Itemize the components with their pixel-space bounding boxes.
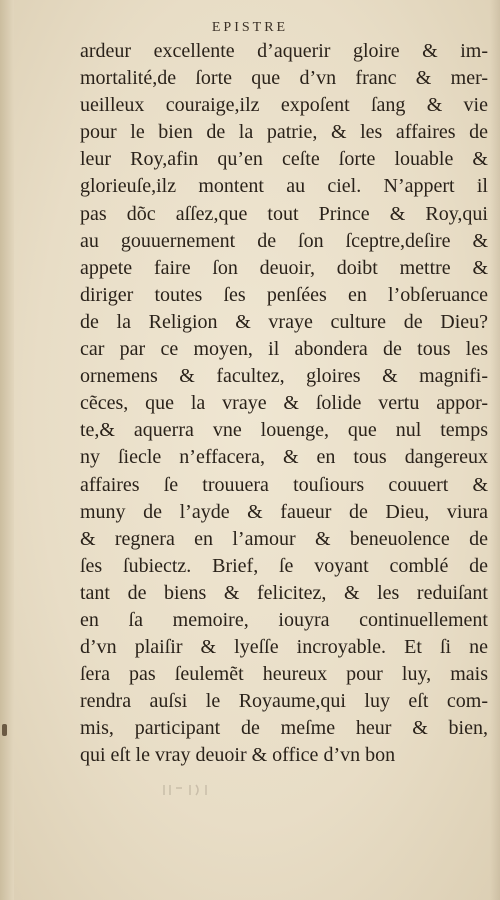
text-line: en ſa memoire, iouyra continuellement (80, 608, 488, 631)
text-line: d’vn plaiſir & lyeſſe incroyable. Et ſi ne (80, 636, 488, 659)
text-line: tant de biens & felicitez, & les reduiſant (80, 581, 488, 604)
page-edge (490, 0, 500, 900)
text-line: diriger toutes ſes penſées en l’obſeruance (80, 283, 488, 306)
margin-ink-mark (2, 724, 7, 736)
text-line: pour le bien de la patrie, & les affaires de (80, 121, 488, 144)
text-line: ardeur excellente d’aquerir gloire & im- (80, 40, 488, 62)
text-line: car par ce moyen, il abondera de tous les (80, 338, 488, 361)
bleed-through-glyphs (160, 782, 220, 798)
text-line: mis, participant de meſme heur & bien, (80, 717, 488, 740)
text-line: & regnera en l’amour & beneuolence de (80, 527, 488, 550)
text-line: ueilleux couraige,ilz expoſent ſang & vie (80, 94, 488, 117)
body-text (80, 38, 488, 770)
text-line: de la Religion & vraye culture de Dieu? (80, 310, 488, 333)
text-line: au gouuernement de ſon ſceptre,deſire & (80, 229, 488, 252)
text-line: ſera pas ſeulemẽt heureux pour luy, mais (80, 663, 488, 686)
text-line: pas dõc aſſez,que tout Prince & Roy,qui (80, 202, 488, 225)
text-line: affaires ſe trouuera touſiours couuert & (80, 473, 488, 496)
text-line: rendra auſsi le Royaume,qui luy eſt com- (80, 690, 488, 713)
text-line: glorieuſe,ilz montent au ciel. N’appert il (80, 175, 488, 198)
text-line: leur Roy,afin qu’en ceſte ſorte louable & (80, 148, 488, 171)
text-line: ny ſiecle n’effacera, & en tous dangereux (80, 446, 488, 469)
text-line: qui eſt le vray deuoir & office d’vn bon (80, 744, 396, 767)
text-line: te,& aquerra vne louenge, que nul temps (80, 419, 488, 442)
running-head: EPISTRE (211, 20, 289, 35)
text-line: mortalité,de ſorte que d’vn franc & mer- (80, 67, 488, 90)
text-line: ſes ſubiectz. Brief, ſe voyant comblé de (80, 554, 488, 577)
text-line: muny de l’ayde & faueur de Dieu, viura (80, 500, 488, 523)
text-line: ornemens & facultez, gloires & magnifi- (80, 365, 488, 388)
bleed-through-mark (160, 782, 220, 803)
page-gutter (0, 0, 14, 900)
text-line: appete faire ſon deuoir, doibt mettre & (80, 256, 488, 279)
text-line: cẽces, que la vraye & ſolide vertu appor- (80, 392, 488, 415)
